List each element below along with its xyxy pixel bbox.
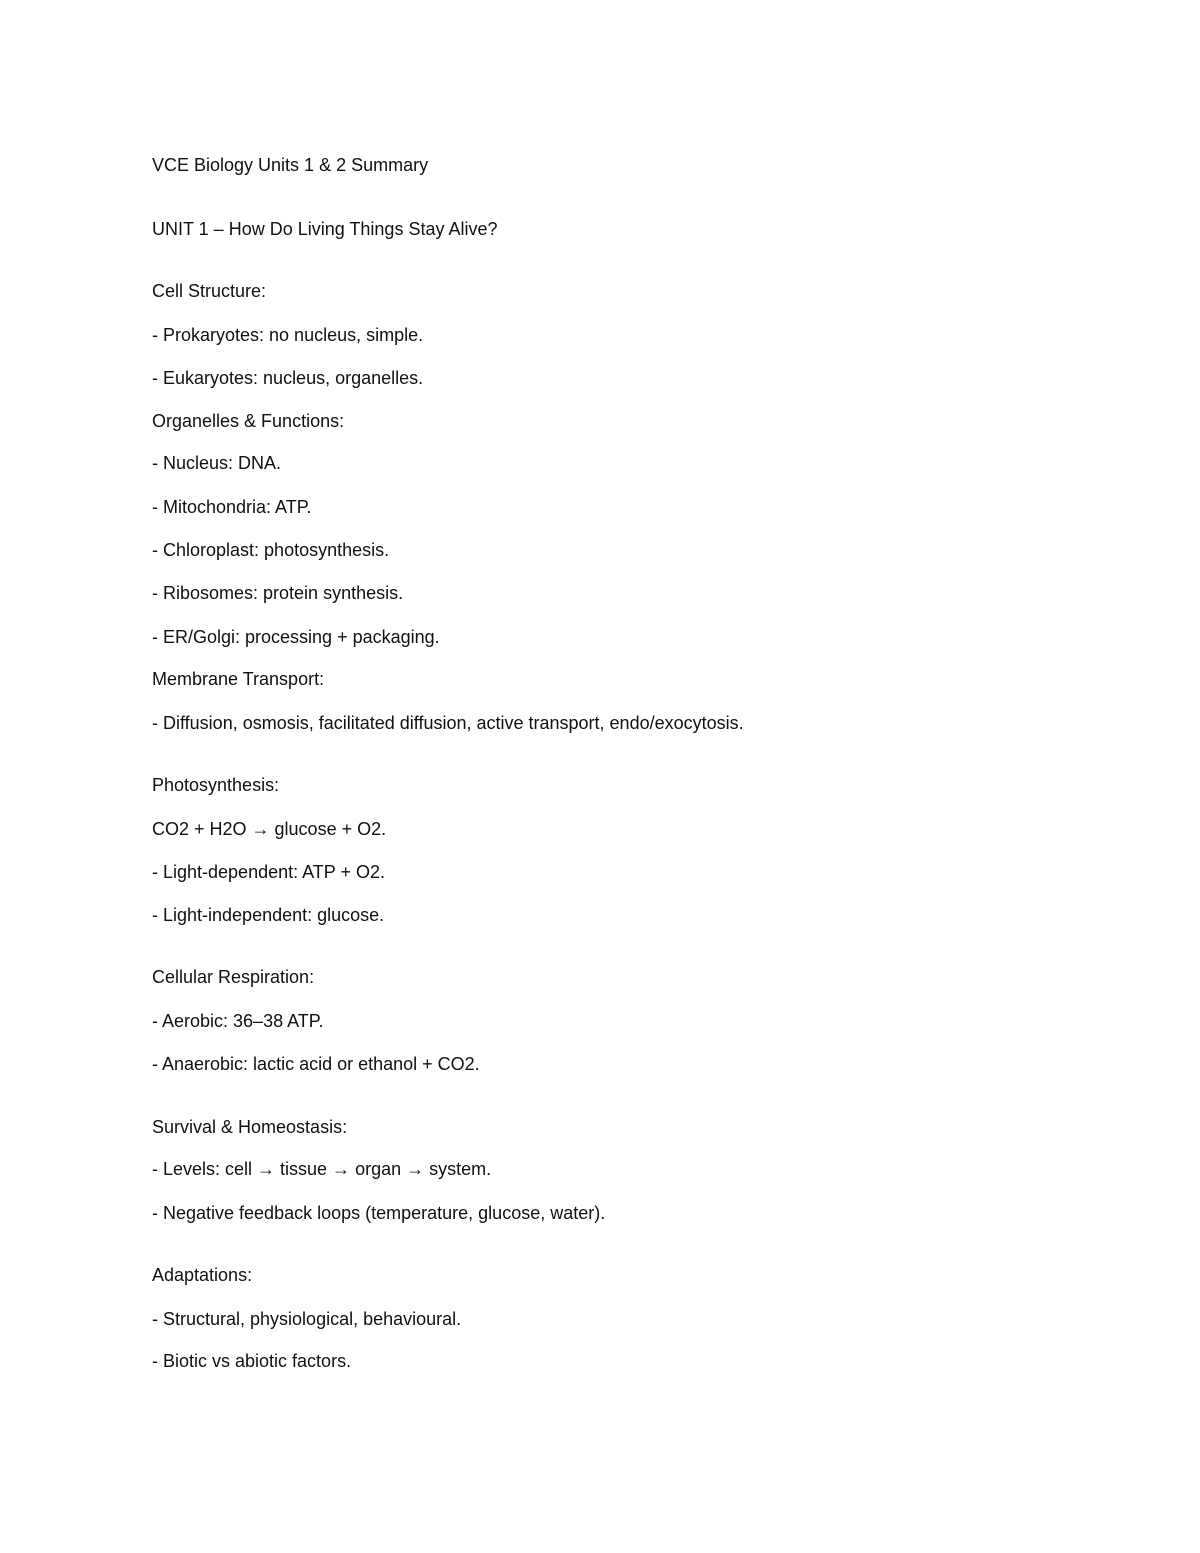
membrane-transport-heading: Membrane Transport:	[152, 669, 325, 689]
list-item: - Aerobic: 36–38 ATP.	[152, 1011, 324, 1031]
list-item: - Light-independent: glucose.	[152, 905, 385, 925]
list-item: - Eukaryotes: nucleus, organelles.	[152, 368, 424, 388]
list-item: - Ribosomes: protein synthesis.	[152, 583, 404, 603]
list-item: - Negative feedback loops (temperature, glucose, water).	[152, 1203, 606, 1223]
photosynthesis-heading: Photosynthesis:	[152, 775, 280, 795]
photosynthesis-equation: CO2 + H2O → glucose + O2.	[152, 819, 387, 839]
document-title: VCE Biology Units 1 & 2 Summary	[152, 155, 429, 175]
cell-structure-heading: Cell Structure:	[152, 281, 267, 301]
respiration-heading: Cellular Respiration:	[152, 967, 315, 987]
list-item: - Prokaryotes: no nucleus, simple.	[152, 325, 424, 345]
list-item: - Chloroplast: photosynthesis.	[152, 540, 390, 560]
list-item: - Anaerobic: lactic acid or ethanol + CO2.	[152, 1054, 480, 1074]
adaptations-heading: Adaptations:	[152, 1265, 253, 1285]
list-item: - Light-dependent: ATP + O2.	[152, 862, 385, 882]
homeostasis-heading: Survival & Homeostasis:	[152, 1117, 348, 1137]
list-item: - Diffusion, osmosis, facilitated diffusion, active transport, endo/exocytosis.	[152, 713, 744, 733]
unit-heading: UNIT 1 – How Do Living Things Stay Alive?	[152, 219, 498, 239]
list-item: - Nucleus: DNA.	[152, 453, 282, 473]
organelles-heading: Organelles & Functions:	[152, 411, 345, 431]
list-item: - Levels: cell → tissue → organ → system.	[152, 1159, 492, 1179]
list-item: - Biotic vs abiotic factors.	[152, 1351, 352, 1371]
list-item: - Structural, physiological, behavioural.	[152, 1309, 462, 1329]
list-item: - Mitochondria: ATP.	[152, 497, 312, 517]
list-item: - ER/Golgi: processing + packaging.	[152, 627, 440, 647]
